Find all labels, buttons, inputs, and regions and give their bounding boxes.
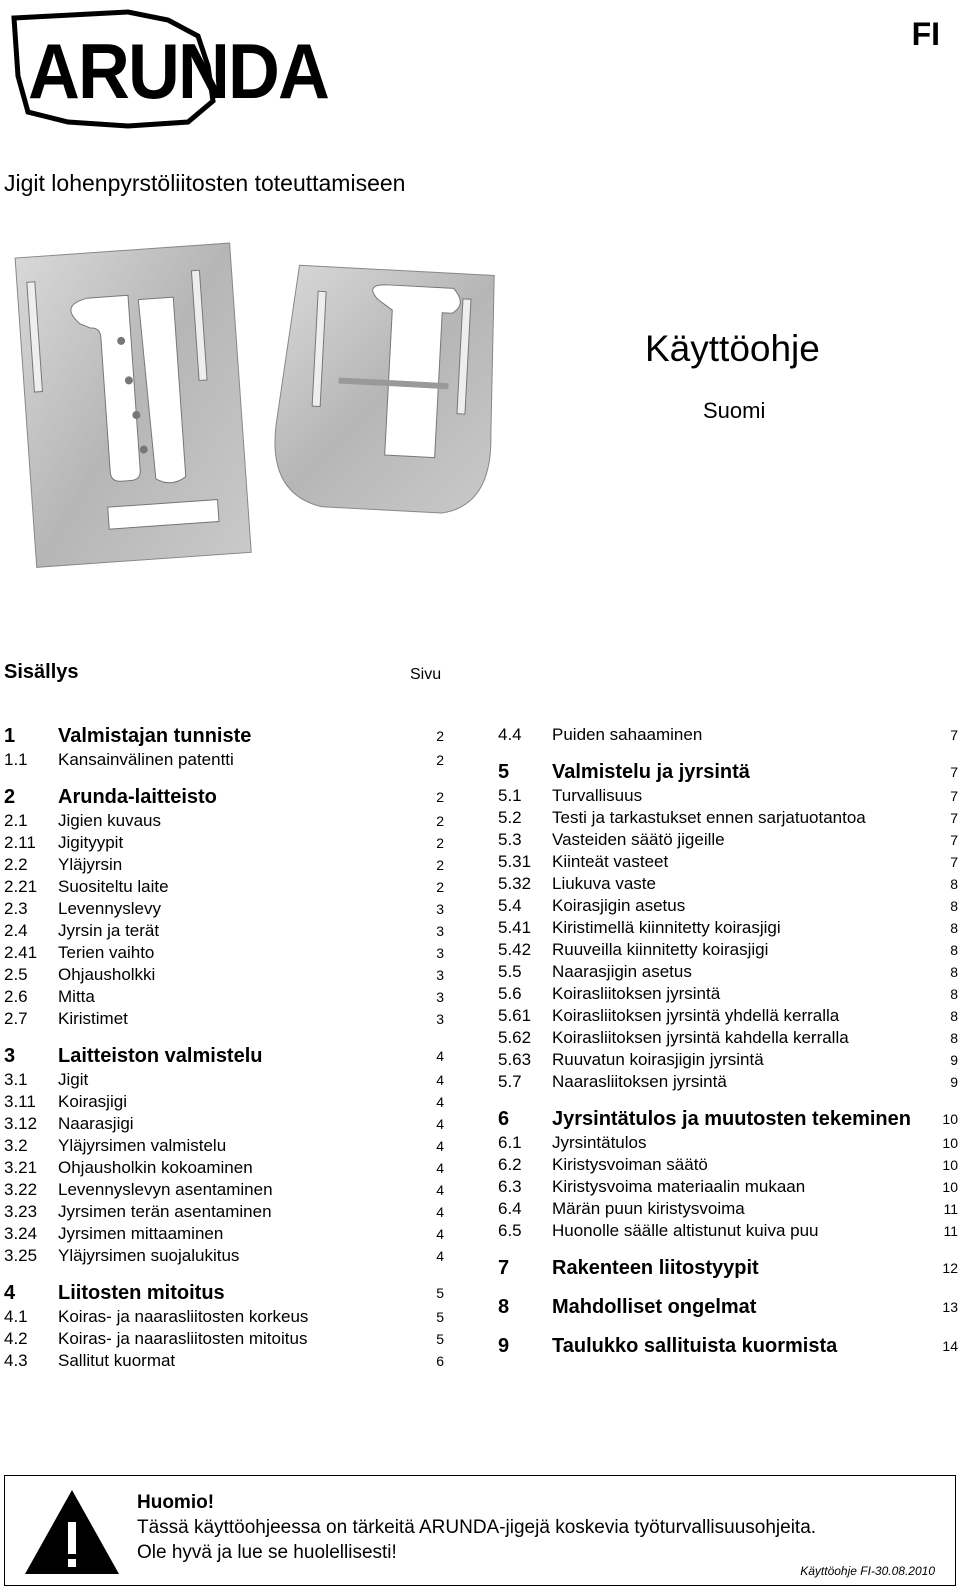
toc-title: Taulukko sallituista kuormista — [552, 1335, 838, 1357]
toc-page: 14 — [942, 1338, 958, 1354]
toc-page: 2 — [436, 879, 444, 895]
toc-number: 3.25 — [4, 1246, 38, 1265]
toc-number: 6 — [498, 1108, 510, 1130]
toc-page: 10 — [942, 1135, 958, 1151]
toc-page: 4 — [436, 1182, 444, 1198]
toc-number: 2.21 — [4, 877, 38, 896]
toc-title: Naarasliitoksen jyrsintä — [552, 1072, 727, 1091]
toc-title: Rakenteen liitostyypit — [552, 1257, 759, 1279]
language-code: FI — [911, 16, 940, 52]
toc-number: 1.1 — [4, 750, 28, 769]
toc-number: 2.41 — [4, 943, 38, 962]
toc-page: 7 — [950, 832, 958, 848]
toc-row — [4, 1179, 444, 1201]
toc-page: 9 — [950, 1052, 958, 1068]
toc-page: 8 — [950, 942, 958, 958]
toc-row — [4, 1328, 444, 1350]
toc-page: 8 — [950, 920, 958, 936]
toc-gap — [498, 1320, 958, 1334]
toc-title: Huonolle säälle altistunut kuiva puu — [552, 1221, 819, 1240]
toc-title: Mitta — [58, 987, 95, 1006]
toc-page: 12 — [942, 1260, 958, 1276]
toc-page: 11 — [943, 1223, 958, 1239]
toc-number: 3.23 — [4, 1202, 38, 1221]
toc-gap — [498, 1281, 958, 1295]
toc-page: 2 — [436, 813, 444, 829]
toc-page: 2 — [436, 835, 444, 851]
toc-page: 4 — [436, 1116, 444, 1132]
toc-row — [498, 851, 958, 873]
toc-title: Kansainvälinen patentti — [58, 750, 234, 769]
toc-page: 3 — [436, 967, 444, 983]
toc-number: 5.4 — [498, 896, 522, 915]
toc-page: 3 — [436, 989, 444, 1005]
toc-page: 4 — [436, 1048, 444, 1064]
toc-number: 5.5 — [498, 962, 522, 981]
toc-number: 3.21 — [4, 1158, 38, 1177]
toc-title: Koirasjigin asetus — [552, 896, 686, 915]
toc-number: 3 — [4, 1045, 16, 1067]
toc-title: Jigit — [58, 1070, 89, 1089]
toc-number: 9 — [498, 1335, 510, 1357]
toc-title: Kiinteät vasteet — [552, 852, 669, 871]
toc-section-row — [4, 1281, 444, 1306]
toc-number: 3.12 — [4, 1114, 38, 1133]
toc-row — [4, 749, 444, 771]
toc-row — [498, 873, 958, 895]
toc-title: Suositeltu laite — [58, 877, 169, 896]
toc-title: Naarasjigin asetus — [552, 962, 692, 981]
toc-page: 8 — [950, 1030, 958, 1046]
toc-title: Yläjyrsin — [58, 855, 123, 874]
toc-page: 4 — [436, 1204, 444, 1220]
toc-section-row — [498, 1107, 958, 1132]
toc-heading: Sisällys — [4, 661, 79, 683]
toc-title: Sallitut kuormat — [58, 1351, 176, 1370]
toc-title: Levennyslevy — [58, 899, 162, 918]
toc-row — [4, 1306, 444, 1328]
toc-number: 4 — [4, 1282, 16, 1304]
toc-row — [4, 1091, 444, 1113]
toc-row — [4, 854, 444, 876]
toc-page: 4 — [436, 1160, 444, 1176]
toc-number: 6.3 — [498, 1177, 522, 1196]
toc-left-column — [4, 724, 444, 1372]
toc-page: 3 — [436, 945, 444, 961]
toc-number: 6.2 — [498, 1155, 522, 1174]
toc-number: 4.2 — [4, 1329, 28, 1348]
toc-number: 2.2 — [4, 855, 28, 874]
toc-title: Jyrsintätulos — [552, 1133, 647, 1152]
toc-title: Kiristimellä kiinnitetty koirasjigi — [552, 918, 781, 937]
arunda-logo — [8, 6, 338, 130]
notice-title: Huomio! — [137, 1492, 215, 1513]
toc-page: 2 — [436, 752, 444, 768]
toc-page: 7 — [950, 764, 958, 780]
toc-page: 7 — [950, 727, 958, 743]
toc-page: 13 — [942, 1299, 958, 1315]
toc-title: Yläjyrsimen suojalukitus — [58, 1246, 240, 1265]
toc-row — [498, 1071, 958, 1093]
toc-number: 5.63 — [498, 1050, 532, 1069]
toc-number: 3.24 — [4, 1224, 38, 1243]
toc-page: 5 — [436, 1331, 444, 1347]
toc-row — [4, 920, 444, 942]
toc-title: Arunda-laitteisto — [58, 786, 217, 808]
toc-number: 4.3 — [4, 1351, 28, 1370]
manual-title: Käyttöohje — [645, 328, 820, 369]
toc-page: 10 — [942, 1179, 958, 1195]
toc-page-label: Sivu — [410, 666, 442, 683]
toc-number: 3.2 — [4, 1136, 28, 1155]
toc-title: Puiden sahaaminen — [552, 725, 703, 744]
toc-section-row — [498, 760, 958, 785]
toc-page: 4 — [436, 1248, 444, 1264]
toc-row — [4, 986, 444, 1008]
toc-page: 7 — [950, 788, 958, 804]
notice-line-1: Tässä käyttöohjeessa on tärkeitä ARUNDA-jigejä koskevia työturvallisuusohjeita. — [137, 1517, 817, 1538]
toc-number: 5.62 — [498, 1028, 532, 1047]
toc-title: Ruuvatun koirasjigin jyrsintä — [552, 1050, 764, 1069]
toc-row — [4, 1008, 444, 1030]
toc-title: Valmistelu ja jyrsintä — [552, 761, 750, 783]
toc-title: Koiras- ja naarasliitosten korkeus — [58, 1307, 309, 1326]
toc-row — [4, 898, 444, 920]
toc-gap — [4, 771, 444, 785]
toc-row — [498, 1154, 958, 1176]
toc-number: 5.3 — [498, 830, 522, 849]
toc-page: 8 — [950, 876, 958, 892]
toc-row — [4, 1069, 444, 1091]
toc-number: 5.2 — [498, 808, 522, 827]
toc-page: 4 — [436, 1138, 444, 1154]
toc-title: Koiras- ja naarasliitosten mitoitus — [58, 1329, 308, 1348]
toc-title: Kiristimet — [58, 1009, 128, 1028]
toc-page: 7 — [950, 854, 958, 870]
toc-number: 5 — [498, 761, 510, 783]
toc-title: Jyrsintätulos ja muutosten tekeminen — [552, 1108, 911, 1130]
toc-row — [498, 785, 958, 807]
toc-number: 2 — [4, 786, 16, 808]
toc-gap — [4, 1030, 444, 1044]
toc-row — [498, 724, 958, 746]
toc-title: Liukuva vaste — [552, 874, 656, 893]
toc-row — [4, 964, 444, 986]
toc-row — [4, 1157, 444, 1179]
toc-number: 5.42 — [498, 940, 532, 959]
toc-number: 6.4 — [498, 1199, 522, 1218]
toc-title: Kiristysvoiman säätö — [552, 1155, 708, 1174]
toc-page: 3 — [436, 1011, 444, 1027]
toc-row — [498, 961, 958, 983]
toc-number: 2.3 — [4, 899, 28, 918]
toc-title: Jigityypit — [58, 833, 124, 852]
toc-section-row — [4, 1044, 444, 1069]
toc-number: 5.41 — [498, 918, 532, 937]
toc-page: 10 — [942, 1157, 958, 1173]
toc-number: 3.1 — [4, 1070, 28, 1089]
toc-row — [4, 810, 444, 832]
toc-row — [4, 942, 444, 964]
toc-page: 5 — [436, 1309, 444, 1325]
toc-title: Vasteiden säätö jigeille — [552, 830, 725, 849]
toc-number: 5.6 — [498, 984, 522, 1003]
toc-number: 1 — [4, 725, 16, 747]
toc-page: 4 — [436, 1226, 444, 1242]
toc-title: Mahdolliset ongelmat — [552, 1296, 757, 1318]
toc-number: 8 — [498, 1296, 510, 1318]
toc-page: 8 — [950, 898, 958, 914]
toc-page: 6 — [436, 1353, 444, 1369]
toc-title: Jyrsimen mittaaminen — [58, 1224, 224, 1243]
toc-row — [4, 1201, 444, 1223]
toc-title: Jyrsimen terän asentaminen — [58, 1202, 272, 1221]
toc-row — [4, 1135, 444, 1157]
toc-number: 2.7 — [4, 1009, 28, 1028]
toc-row — [498, 1220, 958, 1242]
toc-row — [498, 829, 958, 851]
toc-number: 3.11 — [4, 1092, 36, 1111]
document-reference: Käyttöohje FI-30.08.2010 — [800, 1564, 935, 1578]
warning-triangle-icon — [23, 1488, 121, 1576]
toc-title: Valmistajan tunniste — [58, 725, 252, 747]
toc-title: Koirasliitoksen jyrsintä yhdellä kerralla — [552, 1006, 840, 1025]
toc-number: 5.32 — [498, 874, 532, 893]
toc-page: 10 — [942, 1111, 958, 1127]
toc-title: Terien vaihto — [58, 943, 155, 962]
toc-page: 4 — [436, 1072, 444, 1088]
toc-gap — [4, 1267, 444, 1281]
toc-title: Koirasliitoksen jyrsintä kahdella kerralla — [552, 1028, 849, 1047]
toc-number: 2.1 — [4, 811, 28, 830]
toc-number: 6.1 — [498, 1133, 522, 1152]
toc-number: 5.61 — [498, 1006, 532, 1025]
toc-page: 4 — [436, 1094, 444, 1110]
toc-title: Kiristysvoima materiaalin mukaan — [552, 1177, 806, 1196]
toc-page: 8 — [950, 964, 958, 980]
toc-row — [4, 1350, 444, 1372]
toc-title: Turvallisuus — [552, 786, 643, 805]
toc-number: 5.7 — [498, 1072, 522, 1091]
toc-title: Testi ja tarkastukset ennen sarjatuotantoa — [552, 808, 866, 827]
document-subtitle: Jigit lohenpyrstöliitosten toteuttamiseen — [4, 170, 406, 196]
toc-number: 6.5 — [498, 1221, 522, 1240]
toc-page: 2 — [436, 728, 444, 744]
toc-title: Ruuveilla kiinnitetty koirasjigi — [552, 940, 769, 959]
toc-page: 9 — [950, 1074, 958, 1090]
brand-text: ARUNDA — [28, 27, 329, 115]
toc-section-row — [498, 1256, 958, 1281]
toc-number: 5.31 — [498, 852, 532, 871]
toc-title: Ohjausholkki — [58, 965, 156, 984]
toc-gap — [498, 1242, 958, 1256]
toc-title: Naarasjigi — [58, 1114, 134, 1133]
toc-title: Liitosten mitoitus — [58, 1282, 225, 1304]
toc-row — [498, 1005, 958, 1027]
toc-row — [498, 917, 958, 939]
toc-page: 3 — [436, 923, 444, 939]
toc-title: Yläjyrsimen valmistelu — [58, 1136, 227, 1155]
toc-title: Märän puun kiristysvoima — [552, 1199, 745, 1218]
toc-number: 2.6 — [4, 987, 28, 1006]
toc-page: 11 — [943, 1201, 958, 1217]
safety-notice — [4, 1475, 956, 1586]
toc-row — [498, 1176, 958, 1198]
toc-gap — [498, 1093, 958, 1107]
toc-row — [498, 807, 958, 829]
toc-page: 8 — [950, 1008, 958, 1024]
toc-section-row — [4, 785, 444, 810]
toc-title: Jyrsin ja terät — [58, 921, 160, 940]
toc-row — [498, 895, 958, 917]
toc-number: 2.5 — [4, 965, 28, 984]
toc-row — [498, 1049, 958, 1071]
notice-line-2: Ole hyvä ja lue se huolellisesti! — [137, 1542, 397, 1563]
toc-title: Koirasliitoksen jyrsintä — [552, 984, 721, 1003]
toc-title: Ohjausholkin kokoaminen — [58, 1158, 253, 1177]
toc-page: 7 — [950, 810, 958, 826]
toc-row — [498, 1198, 958, 1220]
toc-title: Laitteiston valmistelu — [58, 1045, 263, 1067]
toc-number: 2.11 — [4, 833, 36, 852]
toc-number: 5.1 — [498, 786, 522, 805]
toc-row — [498, 939, 958, 961]
toc-row — [498, 983, 958, 1005]
toc-number: 4.1 — [4, 1307, 28, 1326]
toc-section-row — [4, 724, 444, 749]
jig-photo — [6, 240, 506, 590]
toc-number: 2.4 — [4, 921, 28, 940]
toc-number: 3.22 — [4, 1180, 38, 1199]
toc-gap — [498, 746, 958, 760]
toc-section-row — [498, 1334, 958, 1359]
toc-number: 7 — [498, 1257, 510, 1279]
toc-page: 8 — [950, 986, 958, 1002]
toc-row — [4, 832, 444, 854]
toc-page: 5 — [436, 1285, 444, 1301]
toc-title: Jigien kuvaus — [58, 811, 162, 830]
toc-row — [498, 1132, 958, 1154]
toc-page: 3 — [436, 901, 444, 917]
toc-row — [4, 1223, 444, 1245]
toc-row — [4, 1245, 444, 1267]
toc-title: Koirasjigi — [58, 1092, 127, 1111]
toc-page: 2 — [436, 857, 444, 873]
toc-title: Levennyslevyn asentaminen — [58, 1180, 273, 1199]
toc-row — [498, 1027, 958, 1049]
toc-row — [4, 1113, 444, 1135]
toc-right-column — [498, 724, 958, 1359]
toc-section-row — [498, 1295, 958, 1320]
toc-number: 4.4 — [498, 725, 522, 744]
language-name: Suomi — [703, 398, 766, 423]
toc-page: 2 — [436, 789, 444, 805]
toc-row — [4, 876, 444, 898]
